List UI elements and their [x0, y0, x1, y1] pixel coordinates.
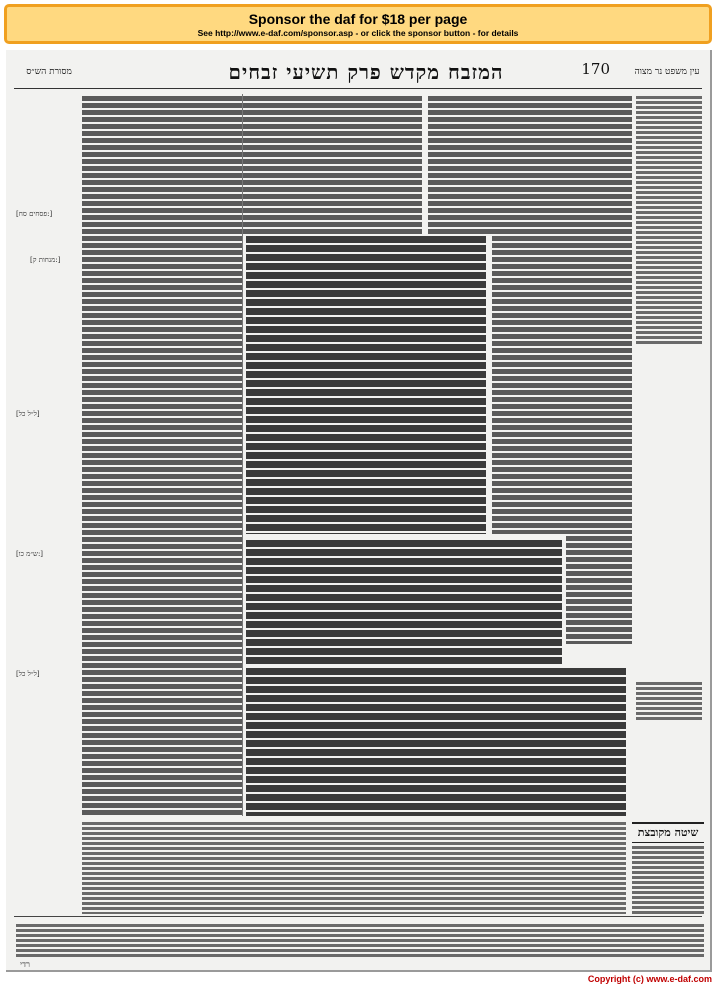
ein-mishpat-notes: [636, 94, 702, 344]
margin-ref-5: [ל״ל כל]: [16, 670, 40, 678]
column-divider: [242, 94, 243, 816]
talmud-page-scan: [6, 50, 712, 972]
sponsor-title: Sponsor the daf for $18 per page: [248, 11, 468, 27]
gemara-text-wide: [246, 666, 626, 816]
shita-mekubetzet-header: שיטה מקובצת: [632, 822, 704, 843]
mesoret-hashas-header: מסורת הש״ס: [26, 67, 72, 77]
tosafot-commentary-upper: [82, 94, 422, 234]
ein-mishpat-header: עין משפט נר מצוה: [634, 67, 700, 77]
gemara-text-upper: [246, 234, 486, 534]
margin-ref-4: [ש״מ כו:]: [16, 550, 44, 558]
margin-ref-1: [פסחים סח:]: [16, 210, 53, 218]
gemara-text-lower: [246, 538, 562, 666]
margin-ref-2: [מנחות ק:]: [30, 256, 61, 264]
rashi-commentary-lower: [566, 534, 632, 644]
footnotes: [16, 922, 704, 958]
sponsor-banner[interactable]: [4, 4, 712, 44]
bottom-label: רדי: [20, 960, 30, 969]
bottom-commentary: [82, 820, 626, 914]
margin-ref-3: [ל״ל כל]: [16, 410, 40, 418]
header-rule: [14, 88, 702, 89]
sponsor-subtitle: See http://www.e-daf.com/sponsor.asp - or click the sponsor button - for details: [197, 28, 519, 38]
rashi-commentary-mid: [492, 234, 632, 534]
shita-mekubetzet-text: [632, 844, 704, 914]
rashi-commentary-upper: [428, 94, 632, 234]
footnote-rule: [14, 916, 702, 917]
page-number: 170: [581, 60, 610, 78]
tosafot-commentary: [82, 234, 242, 816]
copyright-notice[interactable]: Copyright (c) www.e-daf.com: [587, 974, 712, 984]
running-title: המזבח מקדש פרק תשיעי זבחים: [228, 60, 504, 84]
ein-mishpat-notes-lower: [636, 680, 702, 720]
